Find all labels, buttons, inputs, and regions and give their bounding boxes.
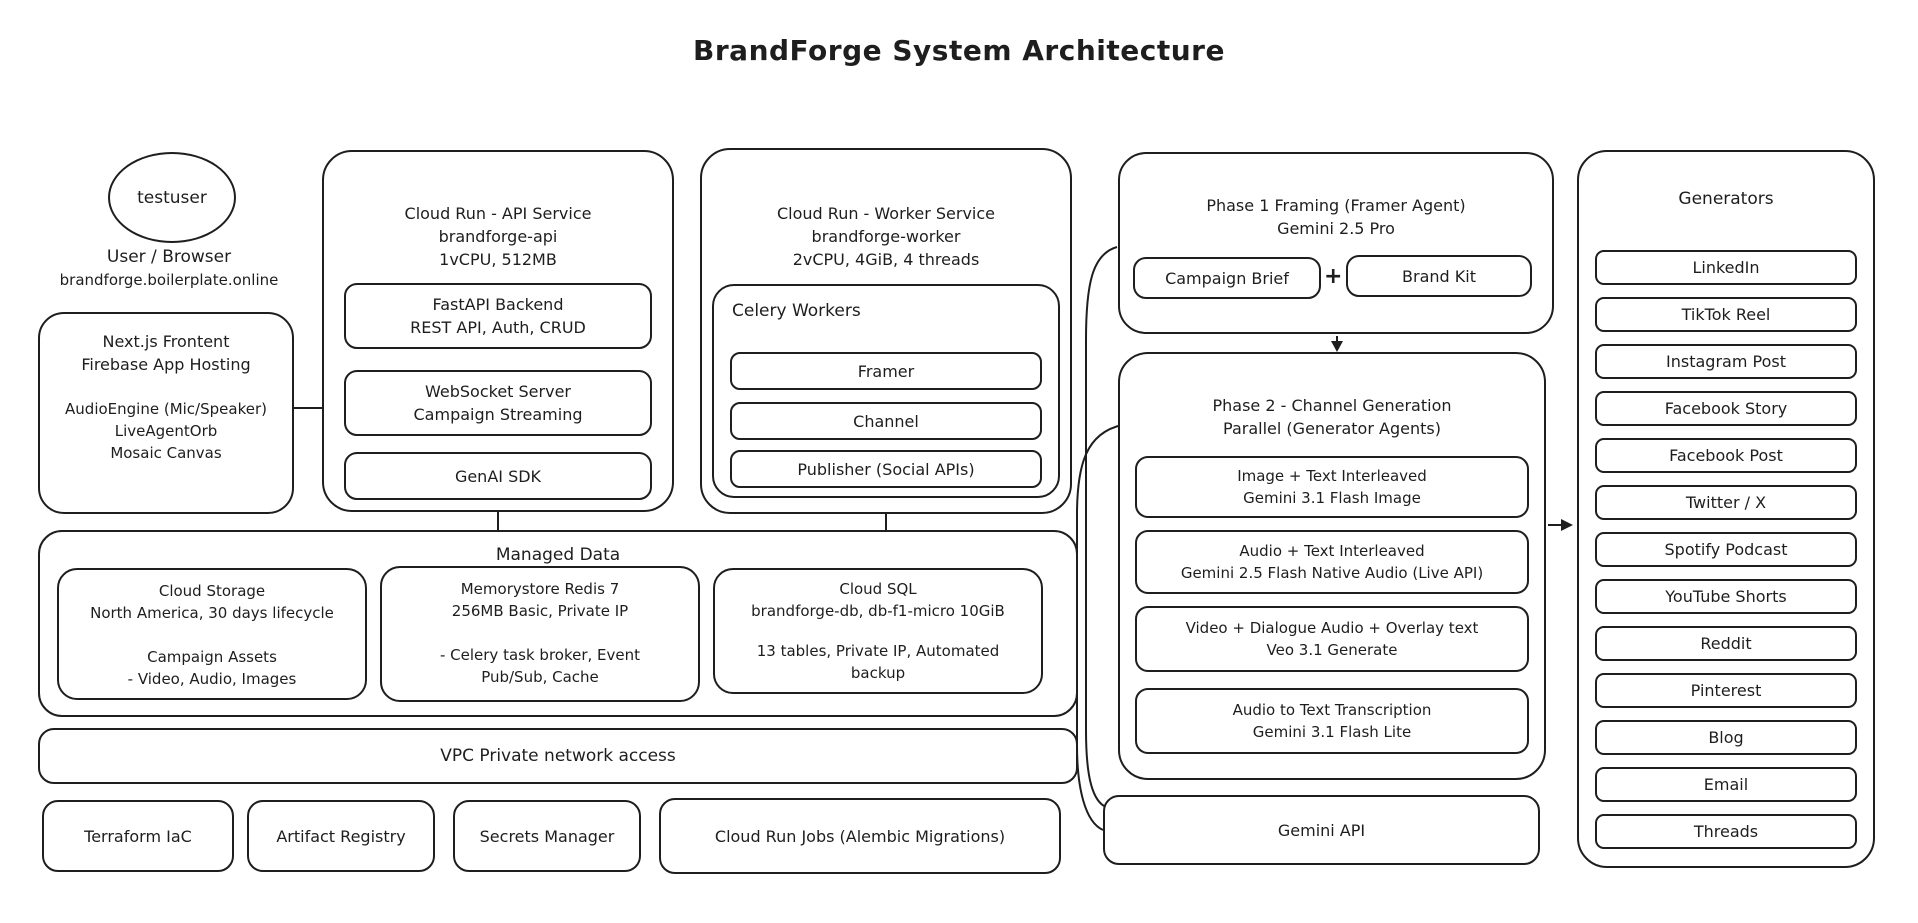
genai-sdk-box: [344, 452, 652, 500]
worker-framer-label: Framer: [857, 361, 915, 381]
worker-framer-box: [730, 352, 1042, 390]
generator-item: [1595, 344, 1857, 379]
memorystore-line: 256MB Basic, Private IP: [451, 602, 629, 620]
generator-item-label: Facebook Story: [1664, 399, 1788, 418]
generator-item-label: Instagram Post: [1666, 352, 1786, 371]
phase2-item-model: Gemini 3.1 Flash Image: [1243, 489, 1421, 507]
secrets-manager-box: [453, 800, 641, 872]
cloud-storage-line: North America, 30 days lifecycle: [90, 604, 334, 622]
generator-item-label: LinkedIn: [1692, 258, 1760, 277]
generator-item: [1595, 626, 1857, 661]
user-ellipse-label: testuser: [137, 187, 207, 208]
phase2-item-line: Audio + Text Interleaved: [1239, 542, 1425, 560]
brand-kit-box: [1346, 255, 1532, 297]
user-ellipse: [108, 152, 236, 243]
generator-item-label: Email: [1703, 775, 1749, 794]
generator-item-label: Blog: [1708, 728, 1744, 747]
managed-data-title: Managed Data: [495, 545, 621, 565]
user-caption-url: brandforge.boilerplate.online: [59, 271, 279, 289]
phase2-item-line: Audio to Text Transcription: [1232, 701, 1432, 719]
phase2-item-model: Gemini 2.5 Flash Native Audio (Live API): [1180, 564, 1484, 582]
user-caption: [18, 246, 320, 291]
generator-item: [1595, 532, 1857, 567]
campaign-brief-box: [1133, 257, 1321, 299]
vpc-label: VPC Private network access: [440, 745, 676, 766]
generator-item-label: Twitter / X: [1685, 493, 1767, 512]
terraform-label: Terraform IaC: [84, 826, 192, 846]
api-service-title: Cloud Run - API Service: [404, 204, 592, 223]
websocket-line: Campaign Streaming: [413, 405, 583, 424]
cloud-storage-box: [57, 568, 367, 700]
cloud-sql-line: 13 tables, Private IP, Automated: [756, 642, 1000, 660]
generator-item: [1595, 250, 1857, 285]
cloud-run-jobs-label: Cloud Run Jobs (Alembic Migrations): [714, 826, 1006, 846]
generator-item: [1595, 814, 1857, 849]
generator-item-label: TikTok Reel: [1681, 305, 1771, 324]
worker-publisher-box: [730, 450, 1042, 488]
memorystore-line: Memorystore Redis 7: [460, 580, 620, 598]
gemini-api-box: [1103, 795, 1540, 865]
memorystore-line: Pub/Sub, Cache: [481, 668, 599, 686]
cloud-sql-line: brandforge-db, db-f1-micro 10GiB: [751, 602, 1005, 620]
vpc-box: [38, 728, 1078, 784]
fastapi-box: [344, 283, 652, 349]
connector-phase1-to-gemini-api: [1086, 247, 1117, 806]
phase2-item-line: Image + Text Interleaved: [1237, 467, 1427, 485]
api-service-name: brandforge-api: [438, 227, 558, 246]
phase2-item-line: Video + Dialogue Audio + Overlay text: [1185, 619, 1479, 637]
worker-channel-label: Channel: [853, 411, 919, 431]
memorystore-line: - Celery task broker, Event: [439, 646, 641, 664]
generator-item-label: Pinterest: [1690, 681, 1762, 700]
phase2-subtitle: Parallel (Generator Agents): [1223, 419, 1441, 438]
frontend-line: AudioEngine (Mic/Speaker): [65, 400, 267, 418]
websocket-box: [344, 370, 652, 436]
generators-title: Generators: [1678, 189, 1774, 209]
secrets-manager-label: Secrets Manager: [479, 826, 615, 846]
artifact-registry-box: [247, 800, 435, 872]
worker-channel-box: [730, 402, 1042, 440]
arrowhead-down: [1331, 341, 1343, 352]
celery-workers-label: Celery Workers: [732, 301, 861, 321]
api-service-specs: 1vCPU, 512MB: [439, 250, 557, 269]
generator-item-label: Spotify Podcast: [1664, 540, 1788, 559]
frontend-line: Firebase App Hosting: [81, 355, 251, 374]
websocket-line: WebSocket Server: [425, 382, 571, 401]
artifact-registry-label: Artifact Registry: [276, 826, 406, 846]
worker-publisher-label: Publisher (Social APIs): [797, 459, 975, 479]
gemini-api-label: Gemini API: [1277, 820, 1366, 840]
generator-item: [1595, 438, 1857, 473]
cloud-sql-line: backup: [850, 664, 906, 682]
plus-sign: +: [1324, 264, 1343, 289]
generator-item: [1595, 485, 1857, 520]
phase2-audio-text-box: [1135, 530, 1529, 594]
generator-item: [1595, 673, 1857, 708]
worker-service-name: brandforge-worker: [811, 227, 961, 246]
cloud-run-jobs-box: [659, 798, 1061, 874]
worker-service-specs: 2vCPU, 4GiB, 4 threads: [792, 250, 980, 269]
generator-item-label: Threads: [1693, 822, 1759, 841]
generator-item-label: YouTube Shorts: [1665, 587, 1787, 606]
generator-item: [1595, 579, 1857, 614]
phase2-item-model: Veo 3.1 Generate: [1266, 641, 1398, 659]
campaign-brief-label: Campaign Brief: [1165, 268, 1289, 288]
generator-item-label: Reddit: [1700, 634, 1752, 653]
connector-phase2-to-gemini-api: [1077, 425, 1122, 830]
fastapi-line: REST API, Auth, CRUD: [410, 318, 586, 337]
genai-sdk-label: GenAI SDK: [454, 466, 542, 486]
diagram-title: BrandForge System Architecture: [693, 34, 1225, 67]
fastapi-line: FastAPI Backend: [432, 295, 564, 314]
frontend-box: [38, 312, 294, 514]
frontend-line: Mosaic Canvas: [110, 444, 222, 462]
generator-item: [1595, 391, 1857, 426]
generator-item: [1595, 720, 1857, 755]
terraform-box: [42, 800, 234, 872]
cloud-sql-box: [713, 568, 1043, 694]
worker-service-title: Cloud Run - Worker Service: [777, 204, 995, 223]
phase2-title: Phase 2 - Channel Generation: [1212, 396, 1452, 415]
phase1-model: Gemini 2.5 Pro: [1277, 219, 1395, 238]
generator-item: [1595, 297, 1857, 332]
cloud-sql-line: Cloud SQL: [839, 580, 917, 598]
cloud-storage-line: Cloud Storage: [158, 582, 266, 600]
memorystore-box: [380, 566, 700, 702]
arrowhead-right: [1561, 519, 1573, 531]
frontend-line: LiveAgentOrb: [114, 422, 218, 440]
user-caption-line: User / Browser: [106, 247, 232, 267]
cloud-storage-line: Campaign Assets: [147, 648, 277, 666]
brand-kit-label: Brand Kit: [1402, 266, 1476, 286]
generator-item: [1595, 767, 1857, 802]
phase1-title: Phase 1 Framing (Framer Agent): [1206, 196, 1466, 215]
generator-item-label: Facebook Post: [1669, 446, 1783, 465]
phase2-video-box: [1135, 606, 1529, 672]
phase2-transcription-box: [1135, 688, 1529, 754]
phase2-item-model: Gemini 3.1 Flash Lite: [1252, 723, 1412, 741]
generators-list: [1595, 250, 1857, 849]
cloud-storage-line: - Video, Audio, Images: [127, 670, 297, 688]
phase2-image-text-box: [1135, 456, 1529, 518]
frontend-line: Next.js Frontent: [102, 332, 230, 351]
phase1-box: [1118, 152, 1554, 334]
